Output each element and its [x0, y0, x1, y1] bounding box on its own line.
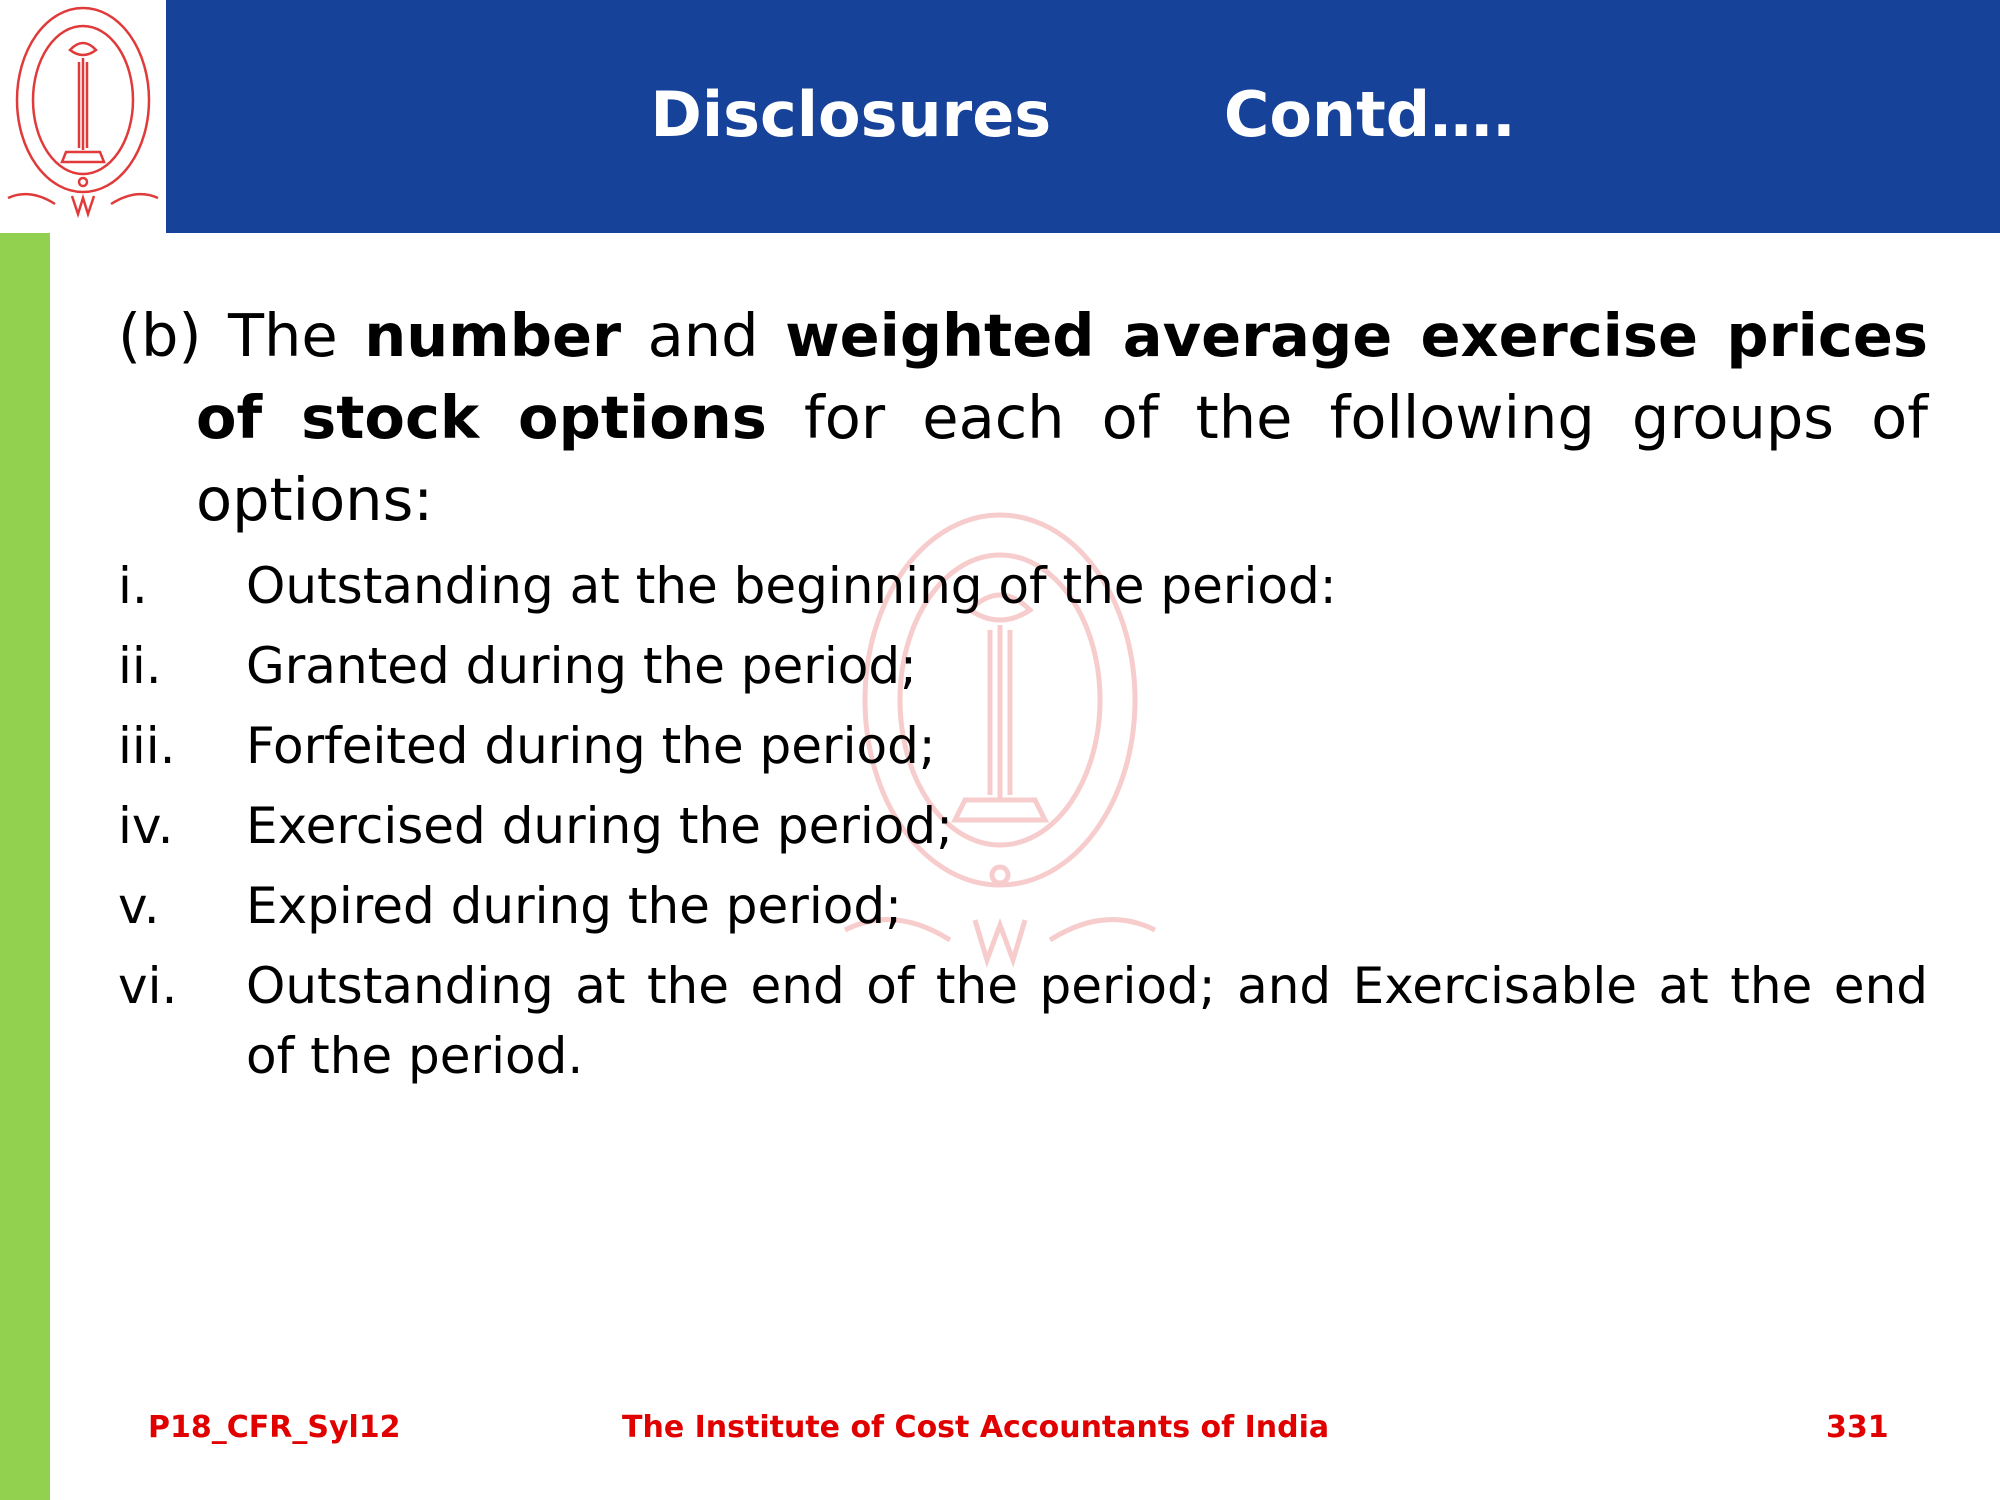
slide-body	[118, 295, 1928, 1091]
list-item	[118, 791, 1928, 861]
list-item-text: Outstanding at the end of the period; and Exercisable at the end of the period.	[246, 957, 1928, 1085]
logo	[0, 0, 166, 233]
footer-page-number: 331	[1826, 1410, 1889, 1445]
list-item-text: Expired during the period;	[246, 877, 902, 935]
list-item	[118, 951, 1928, 1091]
intro-suffix: for each of the following groups of options:	[196, 383, 1928, 534]
list-item	[118, 631, 1928, 701]
list-item-number: vi.	[118, 957, 178, 1015]
footer-course-code: P18_CFR_Syl12	[148, 1410, 401, 1445]
intro-prefix: (b) The	[118, 301, 365, 370]
slide-title: Disclosures Contd….	[650, 78, 1516, 151]
list-item-number: iv.	[118, 797, 174, 855]
list-item-text: Granted during the period;	[246, 637, 917, 695]
title-bar	[166, 0, 2000, 233]
side-accent-bar	[0, 233, 50, 1500]
list-item-number: v.	[118, 877, 160, 935]
list-item-number: ii.	[118, 637, 162, 695]
intro-bold-phrase: weighted average exercise prices of stock options	[196, 301, 1928, 452]
list-item-text: Outstanding at the beginning of the period:	[246, 557, 1337, 615]
list-item-text: Forfeited during the period;	[246, 717, 936, 775]
intro-bold-number: number	[364, 301, 622, 370]
list-item-number: i.	[118, 557, 148, 615]
list-item-text: Exercised during the period;	[246, 797, 953, 855]
list-item	[118, 871, 1928, 941]
icai-seal-icon	[0, 0, 166, 233]
footer-institute-name: The Institute of Cost Accountants of India	[622, 1410, 1330, 1445]
list-item-number: iii.	[118, 717, 176, 775]
intro-mid: and	[621, 301, 786, 370]
list-item	[118, 711, 1928, 781]
list-item	[118, 551, 1928, 621]
intro-paragraph	[118, 295, 1928, 541]
